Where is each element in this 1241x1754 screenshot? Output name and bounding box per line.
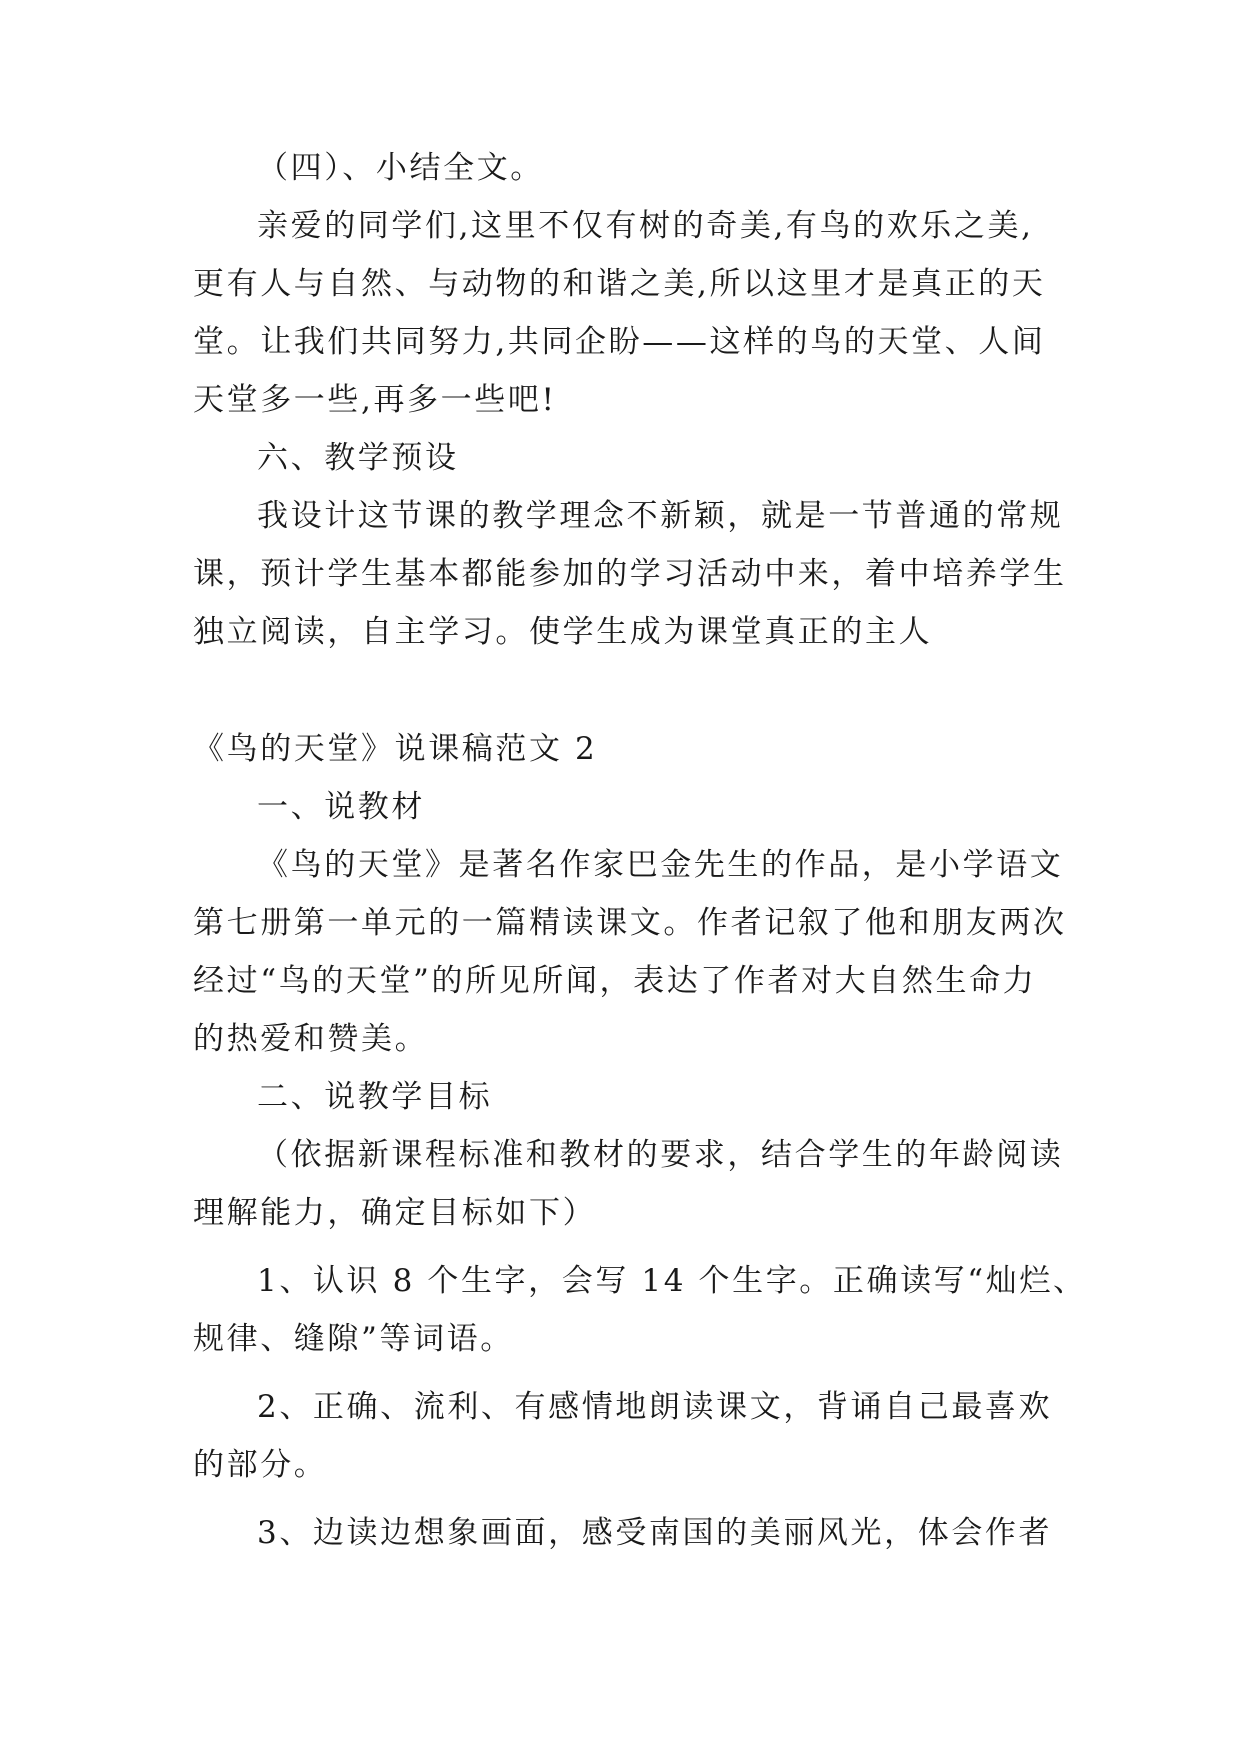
para-textbook-line-2: 第七册第一单元的一篇精读课文。作者记叙了他和朋友两次 xyxy=(193,905,1067,941)
para-preset-line-2: 课，预计学生基本都能参加的学习活动中来，着中培养学生 xyxy=(193,556,1067,592)
heading-textbook: 一、说教材 xyxy=(257,789,425,825)
para-goals-intro-line-1: （依据新课程标准和教材的要求，结合学生的年龄阅读 xyxy=(257,1137,1064,1173)
section-six-heading: 六、教学预设 xyxy=(257,440,459,476)
para-summary-line-3: 堂。让我们共同努力,共同企盼——这样的鸟的天堂、人间 xyxy=(193,324,1046,360)
para-summary-line-2: 更有人与自然、与动物的和谐之美,所以这里才是真正的天 xyxy=(193,266,1046,302)
goal-2-line-1: 2、正确、流利、有感情地朗读课文，背诵自己最喜欢 xyxy=(257,1389,1053,1425)
para-preset-line-1: 我设计这节课的教学理念不新颖，就是一节普通的常规 xyxy=(257,498,1064,534)
para-textbook-line-3: 经过“鸟的天堂”的所见所闻，表达了作者对大自然生命力 xyxy=(193,963,1037,999)
para-summary-line-4: 天堂多一些,再多一些吧! xyxy=(193,382,557,418)
para-summary-line-1: 亲爱的同学们,这里不仅有树的奇美,有鸟的欢乐之美, xyxy=(257,208,1034,244)
goal-1-line-1: 1、认识 8 个生字，会写 14 个生字。正确读写“灿烂、 xyxy=(257,1263,1087,1299)
section-four-heading: （四）、小结全文。 xyxy=(257,150,544,186)
goal-2-line-2: 的部分。 xyxy=(193,1447,328,1483)
para-textbook-line-4: 的热爱和赞美。 xyxy=(193,1021,429,1057)
para-textbook-line-1: 《鸟的天堂》是著名作家巴金先生的作品，是小学语文 xyxy=(257,847,1064,883)
section-title-2: 《鸟的天堂》说课稿范文 2 xyxy=(193,731,598,767)
goal-1-line-2: 规律、缝隙”等词语。 xyxy=(193,1321,514,1357)
heading-goals: 二、说教学目标 xyxy=(257,1079,493,1115)
para-goals-intro-line-2: 理解能力，确定目标如下） xyxy=(193,1195,597,1231)
para-preset-line-3: 独立阅读，自主学习。使学生成为课堂真正的主人 xyxy=(193,614,933,650)
goal-3-line-1: 3、边读边想象画面，感受南国的美丽风光，体会作者 xyxy=(257,1515,1053,1551)
